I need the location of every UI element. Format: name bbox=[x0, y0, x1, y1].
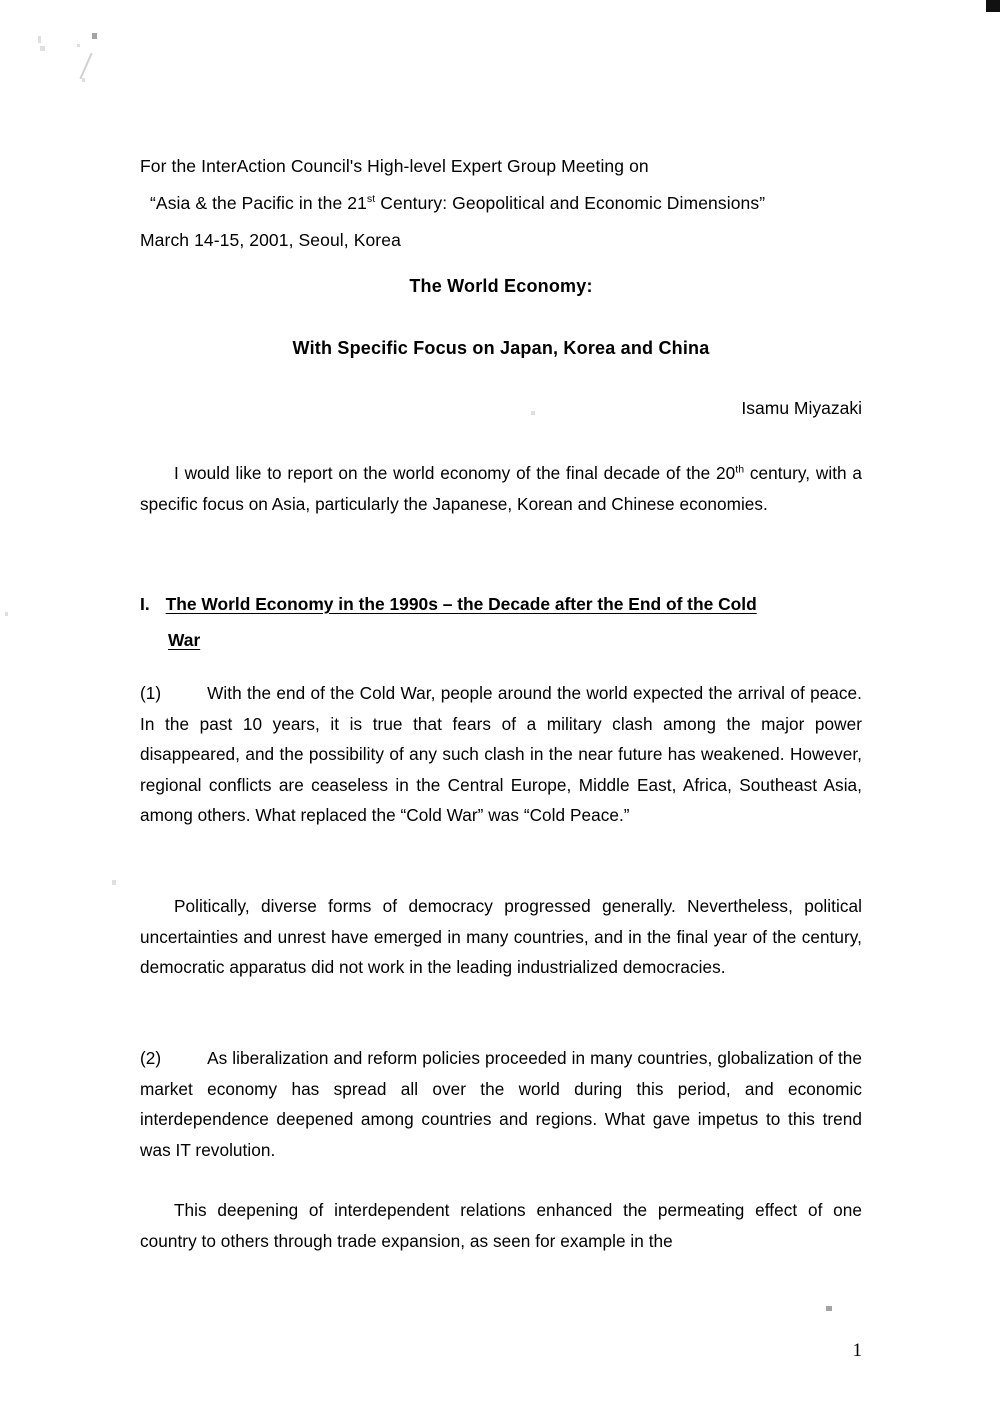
intro-text-post: century, with a specific focus on Asia, particularly the Japanese, Korean and Chinese economies. bbox=[140, 463, 862, 514]
scan-speck bbox=[92, 33, 97, 39]
body-paragraph-1 bbox=[140, 678, 862, 831]
ordinal-suffix-th: th bbox=[735, 463, 745, 476]
page-title: The World Economy: bbox=[409, 276, 593, 296]
scan-pen-stroke bbox=[79, 53, 92, 79]
section-heading-text: The World Economy in the 1990s – the Decade after the End of the Cold bbox=[165, 594, 757, 614]
meeting-header-line-3: March 14-15, 2001, Seoul, Korea bbox=[140, 230, 401, 250]
scan-speck bbox=[826, 1306, 832, 1311]
meeting-title-post: Century: Geopolitical and Economic Dimensions” bbox=[375, 193, 766, 213]
paragraph-text: Politically, diverse forms of democracy progressed generally. Nevertheless, political uncertainties and unrest have emerged in many countries, and in the final year of the century, democratic apparatus did not work in the leading industrialized democracies. bbox=[140, 896, 862, 977]
paragraph-text: With the end of the Cold War, people around the world expected the arrival of peace. In the past 10 years, it is true that fears of a military clash among the major power disappeared, and the possibility of any such clash in the near future has weakened. However, regional conflicts are ceaseless in the Central Europe, Middle East, Africa, Southeast Asia, among others. What replaced the “Cold War” was “Cold Peace.” bbox=[140, 683, 862, 825]
scan-speck bbox=[77, 44, 80, 47]
paragraph-text: As liberalization and reform policies proceeded in many countries, globalization of the market economy has spread all over the world during this period, and economic interdependence deepened among countries and regions. What gave impetus to this trend was IT revolution. bbox=[140, 1048, 862, 1160]
body-paragraph-4 bbox=[140, 1195, 862, 1256]
page-subtitle: With Specific Focus on Japan, Korea and China bbox=[292, 338, 710, 358]
scan-edge-mark-top-right bbox=[986, 0, 1000, 12]
scan-speck bbox=[38, 36, 41, 43]
page-number: 1 bbox=[852, 1340, 862, 1361]
paragraph-marker: (2) bbox=[140, 1048, 162, 1068]
ordinal-suffix-st: st bbox=[366, 193, 376, 206]
section-heading bbox=[140, 586, 866, 658]
body-paragraph-3 bbox=[140, 1043, 862, 1165]
scan-speck bbox=[40, 46, 45, 51]
author-name: Isamu Miyazaki bbox=[741, 398, 862, 418]
intro-text-pre: I would like to report on the world economy of the final decade of the 20 bbox=[174, 463, 736, 483]
scan-speck bbox=[82, 78, 85, 82]
paragraph-text: This deepening of interdependent relations enhanced the permeating effect of one country to others through trade expansion, as seen for example in the bbox=[140, 1200, 862, 1251]
paragraph-marker: (1) bbox=[140, 683, 162, 703]
intro-paragraph bbox=[140, 458, 862, 519]
meeting-header bbox=[140, 148, 880, 259]
meeting-header-line-2 bbox=[140, 185, 880, 222]
scan-speck bbox=[112, 880, 116, 885]
meeting-title-pre: “Asia & the Pacific in the 21 bbox=[150, 193, 367, 213]
scan-speck bbox=[5, 612, 8, 616]
section-heading-continuation: War bbox=[168, 630, 201, 650]
body-paragraph-2 bbox=[140, 891, 862, 983]
meeting-header-line-1: For the InterAction Council's High-level Expert Group Meeting on bbox=[140, 156, 649, 176]
section-heading-number: I. bbox=[140, 594, 150, 614]
